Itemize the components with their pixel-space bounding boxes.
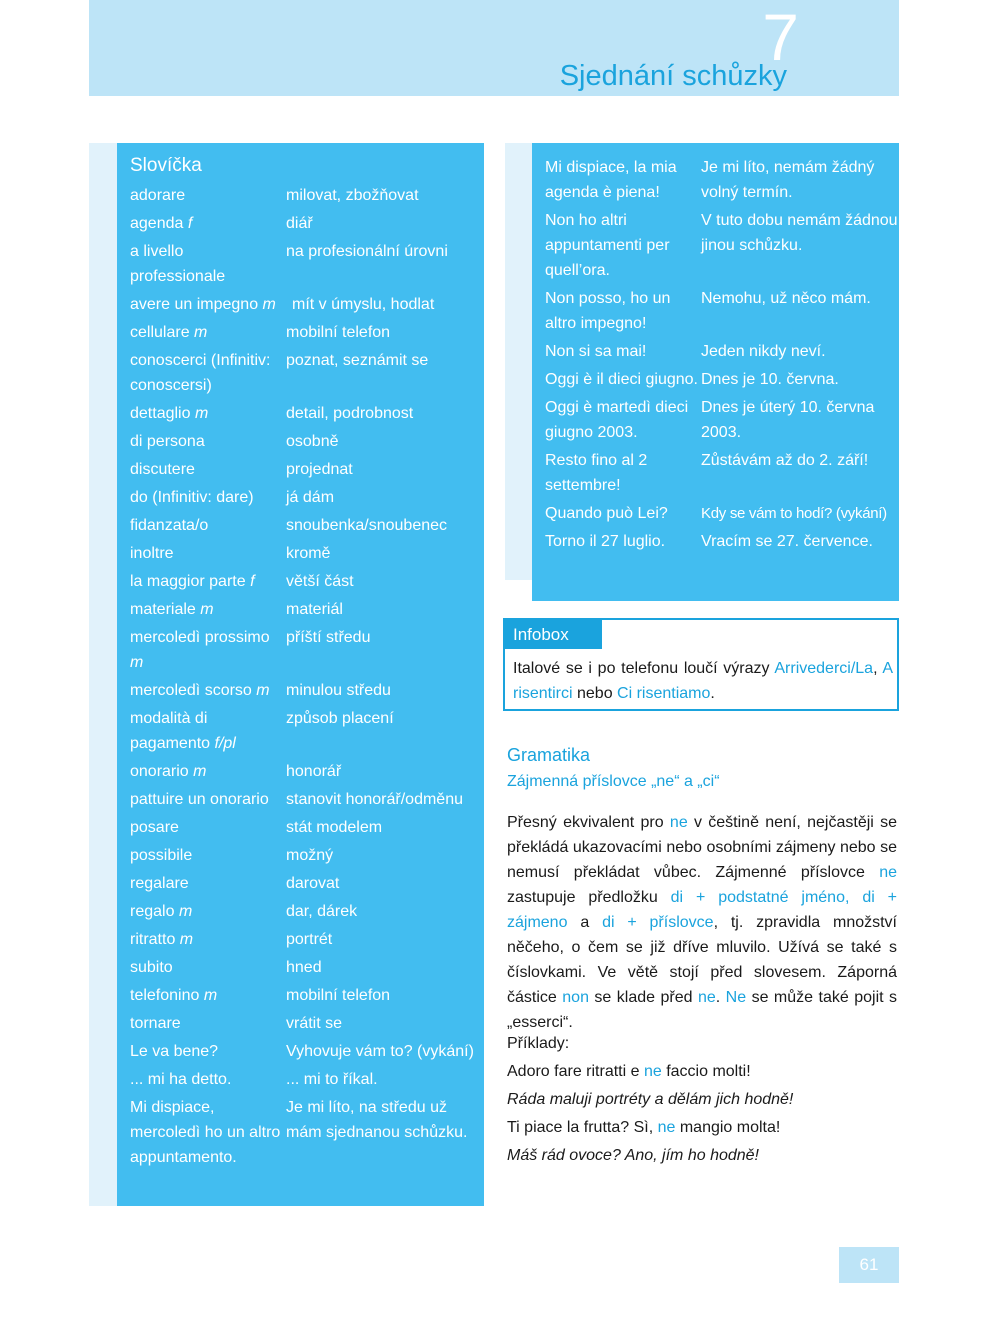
vocab-czech: milovat, zbožňovat — [286, 187, 419, 204]
vocab-row — [130, 569, 482, 594]
phrase-italian: Mi dispiace, la mia agenda è piena! — [545, 159, 677, 201]
vocab-czech: honorář — [286, 763, 342, 780]
grammar-subheading: Zájmenná příslovce „ne“ a „ci“ — [507, 773, 720, 790]
vocab-row — [130, 183, 482, 208]
phrases-list — [545, 155, 899, 557]
grammar-paragraph: Přesný ekvivalent pro ne v češtině není, nejčastěji se překládá ukazovacími nebo osobními zájmeny nebo se nemusí překládat vůbec. Zájmenné příslovce ne zastupuje předložku di + podstatné jméno, di + zájmeno a di + příslovce, tj. zpravidla množství něčeho, o čem se již dříve mluvilo. Užívá se také s číslovkami. Ve větě stojí před slovesem. Záporná částice non se klade před ne. Ne se může také pojit s „esserci“. — [507, 814, 898, 1031]
vocab-row — [130, 927, 482, 952]
vocab-row — [130, 706, 482, 756]
grammar-heading: Gramatika — [507, 745, 591, 765]
phrase-row — [545, 395, 899, 445]
vocab-row — [130, 597, 482, 622]
vocab-row — [130, 1039, 482, 1064]
vocab-row — [130, 815, 482, 840]
example-czech: Ráda maluji portréty a dělám jich hodně! — [507, 1091, 794, 1108]
vocab-czech: minulou středu — [286, 682, 391, 699]
vocab-czech: stanovit honorář/odměnu — [286, 791, 463, 808]
vocab-italian: fidanzata/o — [130, 517, 209, 534]
vocab-italian: tornare — [130, 1015, 181, 1032]
vocab-italian: telefonino m — [130, 987, 218, 1004]
phrase-italian: Non posso, ho un altro impegno! — [545, 290, 671, 332]
vocab-italian: conoscerci (Infinitiv: conoscersi) — [130, 352, 271, 394]
vocab-italian: di persona — [130, 433, 205, 450]
vocab-italian: avere un impegno m — [130, 296, 276, 313]
phrase-italian: Resto fino al 2 settembre! — [545, 452, 648, 494]
vocab-czech: kromě — [286, 545, 331, 562]
example-italian: Adoro fare ritratti e ne faccio molti! — [507, 1063, 751, 1080]
vocab-italian: ritratto m — [130, 931, 194, 948]
vocab-row — [130, 678, 482, 703]
vocab-italian: cellulare m — [130, 324, 208, 341]
vocab-row — [130, 787, 482, 812]
vocab-czech: Je mi líto, na středu už mám sjednanou schůzku. — [286, 1099, 468, 1141]
vocab-italian: subito — [130, 959, 173, 976]
vocab-czech: mít v úmyslu, hodlat — [292, 296, 435, 313]
vocab-czech: diář — [286, 215, 313, 232]
vocab-italian: mercoledì scorso m — [130, 682, 270, 699]
chapter-title: Sjednání schůzky — [559, 60, 787, 92]
phrase-czech: Je mi líto, nemám žádný volný termín. — [701, 159, 875, 201]
phrase-czech: Dnes je úterý 10. června 2003. — [701, 399, 875, 441]
vocab-italian: ... mi ha detto. — [130, 1071, 232, 1088]
vocab-czech: stát modelem — [286, 819, 383, 836]
vocab-czech: portrét — [286, 931, 333, 948]
vocab-row — [130, 1095, 482, 1170]
vocab-czech: příští středu — [286, 629, 371, 646]
vocab-italian: posare — [130, 819, 179, 836]
vocab-czech: větší část — [286, 573, 354, 590]
phrase-czech: V tuto dobu nemám žádnou jinou schůzku. — [701, 212, 898, 254]
infobox-tab: Infobox — [505, 620, 602, 649]
vocab-row — [130, 513, 482, 538]
phrase-italian: Non ho altri appuntamenti per quell’ora. — [545, 212, 670, 279]
vocab-czech: na profesionální úrovni — [286, 243, 448, 260]
vocabulary-panel — [117, 143, 484, 1206]
vocabulary-heading: Slovíčka — [130, 155, 202, 176]
phrase-czech: Dnes je 10. června. — [701, 371, 839, 388]
vocab-czech: vrátit se — [286, 1015, 343, 1032]
vocab-italian: Mi dispiace, mercoledì ho un altro appuntamento. — [130, 1099, 281, 1166]
phrases-panel-backdrop — [505, 143, 535, 580]
vocab-italian: do (Infinitiv: dare) — [130, 489, 254, 506]
phrase-row — [545, 367, 899, 392]
vocab-czech: já dám — [286, 489, 335, 506]
vocab-czech: dar, dárek — [286, 903, 358, 920]
vocab-czech: materiál — [286, 601, 343, 618]
phrase-row — [545, 155, 899, 205]
phrase-czech: Kdy se vám to hodí? (vykání) — [701, 505, 887, 522]
vocab-row — [130, 899, 482, 924]
phrase-italian: Torno il 27 luglio. — [545, 533, 666, 550]
vocab-czech: snoubenka/snoubenec — [286, 517, 448, 534]
phrases-panel — [532, 143, 899, 601]
vocab-row — [130, 485, 482, 510]
header-band — [89, 0, 899, 96]
vocab-row — [130, 320, 482, 345]
vocab-italian: materiale m — [130, 601, 214, 618]
infobox — [503, 618, 899, 711]
vocab-czech: Vyhovuje vám to? (vykání) — [286, 1043, 474, 1060]
vocab-row — [130, 955, 482, 980]
phrase-row — [545, 448, 899, 498]
examples-label: Příklady: — [507, 1035, 570, 1052]
vocab-italian: a livello professionale — [130, 243, 226, 285]
vocab-row — [130, 401, 482, 426]
vocab-czech: mobilní telefon — [286, 324, 391, 341]
vocab-row — [130, 843, 482, 868]
vocabulary-list — [130, 183, 482, 1173]
vocab-row — [130, 429, 482, 454]
vocab-czech: ... mi to říkal. — [286, 1071, 378, 1088]
vocab-row — [130, 759, 482, 784]
phrase-row — [545, 529, 899, 554]
vocab-czech: poznat, seznámit se — [286, 352, 429, 369]
phrase-czech: Vracím se 27. července. — [701, 533, 873, 550]
vocab-italian: modalità di pagamento f/pl — [130, 710, 236, 752]
vocab-czech: způsob placení — [286, 710, 394, 727]
vocab-czech: darovat — [286, 875, 340, 892]
phrase-row — [545, 286, 899, 336]
example-czech: Máš rád ovoce? Ano, jím ho hodně! — [507, 1147, 759, 1164]
vocab-czech: projednat — [286, 461, 353, 478]
vocab-italian: onorario m — [130, 763, 207, 780]
vocab-czech: možný — [286, 847, 334, 864]
vocab-italian: regalare — [130, 875, 189, 892]
phrase-italian: Oggi è il dieci giugno. — [545, 371, 698, 388]
vocab-row — [130, 983, 482, 1008]
vocab-czech: osobně — [286, 433, 339, 450]
phrase-row — [545, 208, 899, 283]
vocab-italian: adorare — [130, 187, 186, 204]
vocab-row — [130, 1011, 482, 1036]
phrase-italian: Non si sa mai! — [545, 343, 647, 360]
vocab-row — [130, 457, 482, 482]
vocab-row — [130, 871, 482, 896]
vocab-row — [130, 541, 482, 566]
vocab-row — [130, 1067, 482, 1092]
vocab-italian: mercoledì prossimo m — [130, 629, 270, 671]
vocab-italian: Le va bene? — [130, 1043, 219, 1060]
vocab-row — [130, 348, 482, 398]
vocab-row — [130, 211, 482, 236]
phrase-czech: Jeden nikdy neví. — [701, 343, 826, 360]
vocab-italian: possibile — [130, 847, 193, 864]
vocab-italian: agenda f — [130, 215, 193, 232]
vocab-czech: detail, podrobnost — [286, 405, 414, 422]
phrase-italian: Oggi è martedì dieci giugno 2003. — [545, 399, 689, 441]
vocab-row — [130, 292, 482, 317]
vocab-panel-backdrop — [89, 143, 119, 1206]
vocab-italian: la maggior parte f — [130, 573, 255, 590]
vocab-italian: discutere — [130, 461, 195, 478]
chapter-number: 7 — [762, 0, 799, 74]
vocab-row — [130, 625, 482, 675]
vocab-italian: dettaglio m — [130, 405, 209, 422]
phrase-czech: Zůstávám až do 2. září! — [701, 452, 869, 469]
vocab-italian: inoltre — [130, 545, 174, 562]
examples — [507, 1030, 897, 1170]
vocab-italian: pattuire un onorario — [130, 791, 269, 808]
vocab-czech: mobilní telefon — [286, 987, 391, 1004]
vocab-italian: regalo m — [130, 903, 193, 920]
vocab-czech: hned — [286, 959, 322, 976]
phrase-row — [545, 501, 899, 526]
phrase-row — [545, 339, 899, 364]
infobox-text: Italové se i po telefonu loučí výrazy Arrivederci/La, A risentirci nebo Ci risentiamo. — [513, 660, 893, 702]
page-number: 61 — [839, 1247, 899, 1283]
example-italian: Ti piace la frutta? Sì, ne mangio molta! — [507, 1119, 781, 1136]
phrase-italian: Quando può Lei? — [545, 505, 668, 522]
phrase-czech: Nemohu, už něco mám. — [701, 290, 871, 307]
vocab-row — [130, 239, 482, 289]
